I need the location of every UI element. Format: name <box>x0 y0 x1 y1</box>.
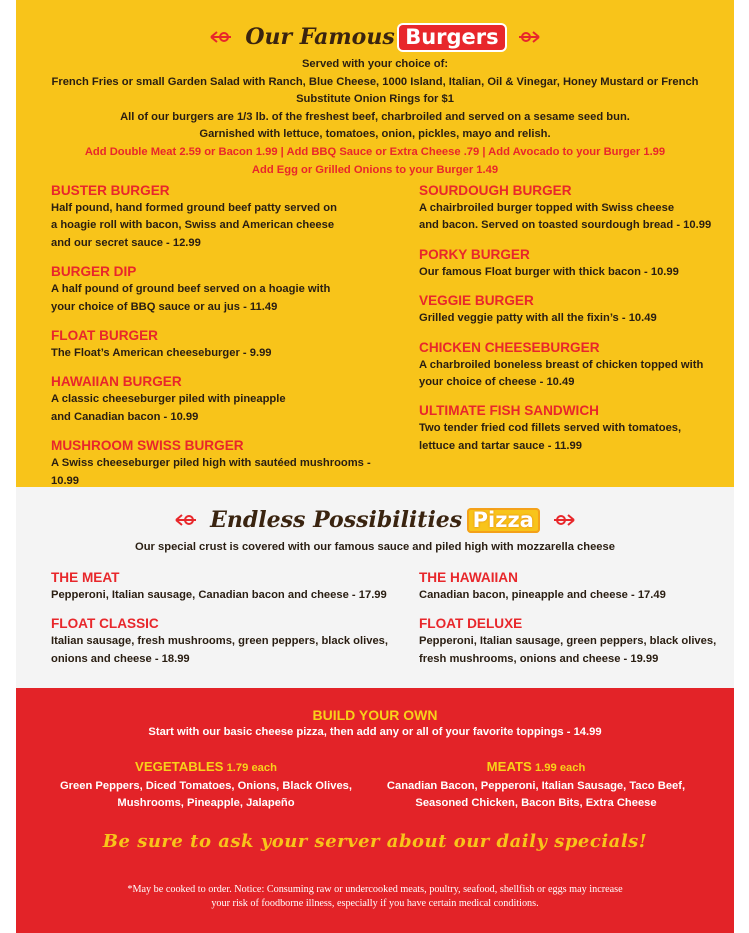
burgers-title-pill: Burgers <box>399 25 504 50</box>
build-your-own-section <box>16 688 734 933</box>
item-desc: The Float’s American cheeseburger - 9.99 <box>51 347 272 360</box>
item-desc: A chairbroiled burger topped with Swiss cheese <box>419 202 675 214</box>
intro-line: All of our burgers are 1/3 lb. of the freshest beef, charbroiled and served on a sesame seed bun. <box>120 110 630 123</box>
burgers-intro <box>16 56 734 179</box>
item-name: FLOAT CLASSIC <box>51 616 159 632</box>
pizza-left-column <box>51 569 391 679</box>
item-desc: Canadian bacon, pineapple and cheese - 17.49 <box>419 589 666 601</box>
intro-line: French Fries or small Garden Salad with Ranch, Blue Cheese, 1000 Island, Italian, Oil & Vinegar, Honey Mustard or French <box>51 75 699 88</box>
item-name: CHICKEN CHEESEBURGER <box>419 339 600 355</box>
menu-item <box>419 339 729 392</box>
item-name: FLOAT DELUXE <box>419 616 523 632</box>
pizza-section <box>16 487 734 688</box>
item-name: THE HAWAIIAN <box>419 570 518 585</box>
pizza-title-script: Endless Possibilities <box>210 507 463 533</box>
item-desc: and our secret sauce - 12.99 <box>51 236 201 249</box>
toppings-line: Canadian Bacon, Pepperoni, Italian Sausage, Taco Beef, <box>386 779 686 792</box>
pizza-right-column <box>419 569 729 679</box>
menu-item <box>419 615 729 668</box>
menu-item <box>51 437 381 490</box>
right-arrow-ornament-icon <box>515 28 541 46</box>
right-arrow-ornament-icon <box>550 511 576 529</box>
notice-line: your risk of foodborne illness, especially if you have certain medical conditions. <box>211 898 539 909</box>
build-desc: Start with our basic cheese pizza, then add any or all of your favorite toppings - 14.99 <box>148 726 602 738</box>
addon-line: Add Egg or Grilled Onions to your Burger 1.49 <box>251 163 499 176</box>
item-name: MUSHROOM SWISS BURGER <box>51 438 244 454</box>
vegetables-label: VEGETABLES <box>135 759 224 774</box>
vegetables-toppings <box>56 758 356 813</box>
meats-price: 1.99 each <box>534 762 586 774</box>
intro-line: Served with your choice of: <box>301 58 449 70</box>
item-name: HAWAIIAN BURGER <box>51 374 182 390</box>
item-name: ULTIMATE FISH SANDWICH <box>419 403 599 419</box>
item-desc: Two tender fried cod fillets served with tomatoes, <box>419 422 682 435</box>
item-desc: Pepperoni, Italian sausage, green peppers, black olives, <box>419 635 717 648</box>
item-desc: Pepperoni, Italian sausage, Canadian bacon and cheese - 17.99 <box>51 589 387 601</box>
item-name: FLOAT BURGER <box>51 328 158 344</box>
menu-item <box>51 327 381 362</box>
menu-item <box>51 373 381 426</box>
burgers-title-script: Our Famous <box>245 24 395 50</box>
item-desc: Our famous Float burger with thick bacon - 10.99 <box>419 265 679 278</box>
item-desc: A half pound of ground beef served on a hoagie with <box>51 283 331 296</box>
item-desc: A Swiss cheeseburger piled high with sautéed mushrooms - 10.99 <box>51 457 371 487</box>
item-name: BUSTER BURGER <box>51 183 170 198</box>
menu-item <box>419 569 729 604</box>
meats-label: MEATS <box>486 759 532 774</box>
food-safety-notice <box>16 883 734 911</box>
item-desc: Grilled veggie patty with all the fixin’s - 10.49 <box>419 312 657 325</box>
addon-line: Add Double Meat 2.59 or Bacon 1.99 | Add BBQ Sauce or Extra Cheese .79 | Add Avocado to your Burger 1.99 <box>84 145 666 158</box>
item-name: SOURDOUGH BURGER <box>419 183 572 198</box>
item-desc: A charbroiled boneless breast of chicken topped with <box>419 358 704 371</box>
notice-line: *May be cooked to order. Notice: Consuming raw or undercooked meats, poultry, seafood, shellfish or eggs may increase <box>127 884 623 895</box>
toppings-line: Mushrooms, Pineapple, Jalapeño <box>117 797 295 810</box>
menu-item <box>51 182 381 252</box>
item-desc: Half pound, hand formed ground beef patty served on <box>51 202 337 214</box>
build-title: BUILD YOUR OWN <box>312 707 438 723</box>
left-arrow-ornament-icon <box>174 511 200 529</box>
intro-line: Substitute Onion Rings for $1 <box>296 93 454 106</box>
item-name: VEGGIE BURGER <box>419 293 534 309</box>
toppings-line: Green Peppers, Diced Tomatoes, Onions, Black Olives, <box>59 779 352 792</box>
meats-toppings <box>386 758 686 813</box>
burgers-section <box>16 0 734 487</box>
burgers-right-column <box>419 182 729 466</box>
intro-line: Garnished with lettuce, tomatoes, onion, pickles, mayo and relish. <box>199 128 551 141</box>
menu-item <box>51 615 391 668</box>
burgers-title <box>16 24 734 50</box>
item-desc: Italian sausage, fresh mushrooms, green peppers, black olives, <box>51 635 388 648</box>
item-desc: onions and cheese - 18.99 <box>51 652 190 665</box>
item-name: THE MEAT <box>51 570 120 585</box>
item-name: PORKY BURGER <box>419 246 530 262</box>
item-desc: and bacon. Served on toasted sourdough bread - 10.99 <box>419 219 712 232</box>
menu-item <box>51 263 381 316</box>
item-desc: fresh mushrooms, onions and cheese - 19.99 <box>419 652 659 665</box>
menu-item <box>419 182 729 235</box>
burgers-left-column <box>51 182 381 501</box>
toppings-line: Seasoned Chicken, Bacon Bits, Extra Cheese <box>415 797 657 810</box>
pizza-intro: Our special crust is covered with our famous sauce and piled high with mozzarella cheese <box>135 541 615 553</box>
pizza-title-pill: Pizza <box>467 508 540 533</box>
pizza-title <box>16 507 734 533</box>
daily-specials-note: Be sure to ask your server about our daily specials! <box>102 831 648 852</box>
item-desc: A classic cheeseburger piled with pineapple <box>51 393 286 406</box>
item-desc: your choice of cheese - 10.49 <box>419 376 575 389</box>
item-name: BURGER DIP <box>51 264 137 280</box>
left-arrow-ornament-icon <box>209 28 235 46</box>
item-desc: your choice of BBQ sauce or au jus - 11.49 <box>51 300 278 313</box>
menu-item <box>51 569 391 604</box>
menu-item <box>419 246 729 281</box>
vegetables-price: 1.79 each <box>226 762 277 774</box>
item-desc: and Canadian bacon - 10.99 <box>51 410 199 423</box>
item-desc: a hoagie roll with bacon, Swiss and American cheese <box>51 219 335 232</box>
menu-item <box>419 402 729 455</box>
menu-item <box>419 292 729 327</box>
item-desc: lettuce and tartar sauce - 11.99 <box>419 439 582 452</box>
